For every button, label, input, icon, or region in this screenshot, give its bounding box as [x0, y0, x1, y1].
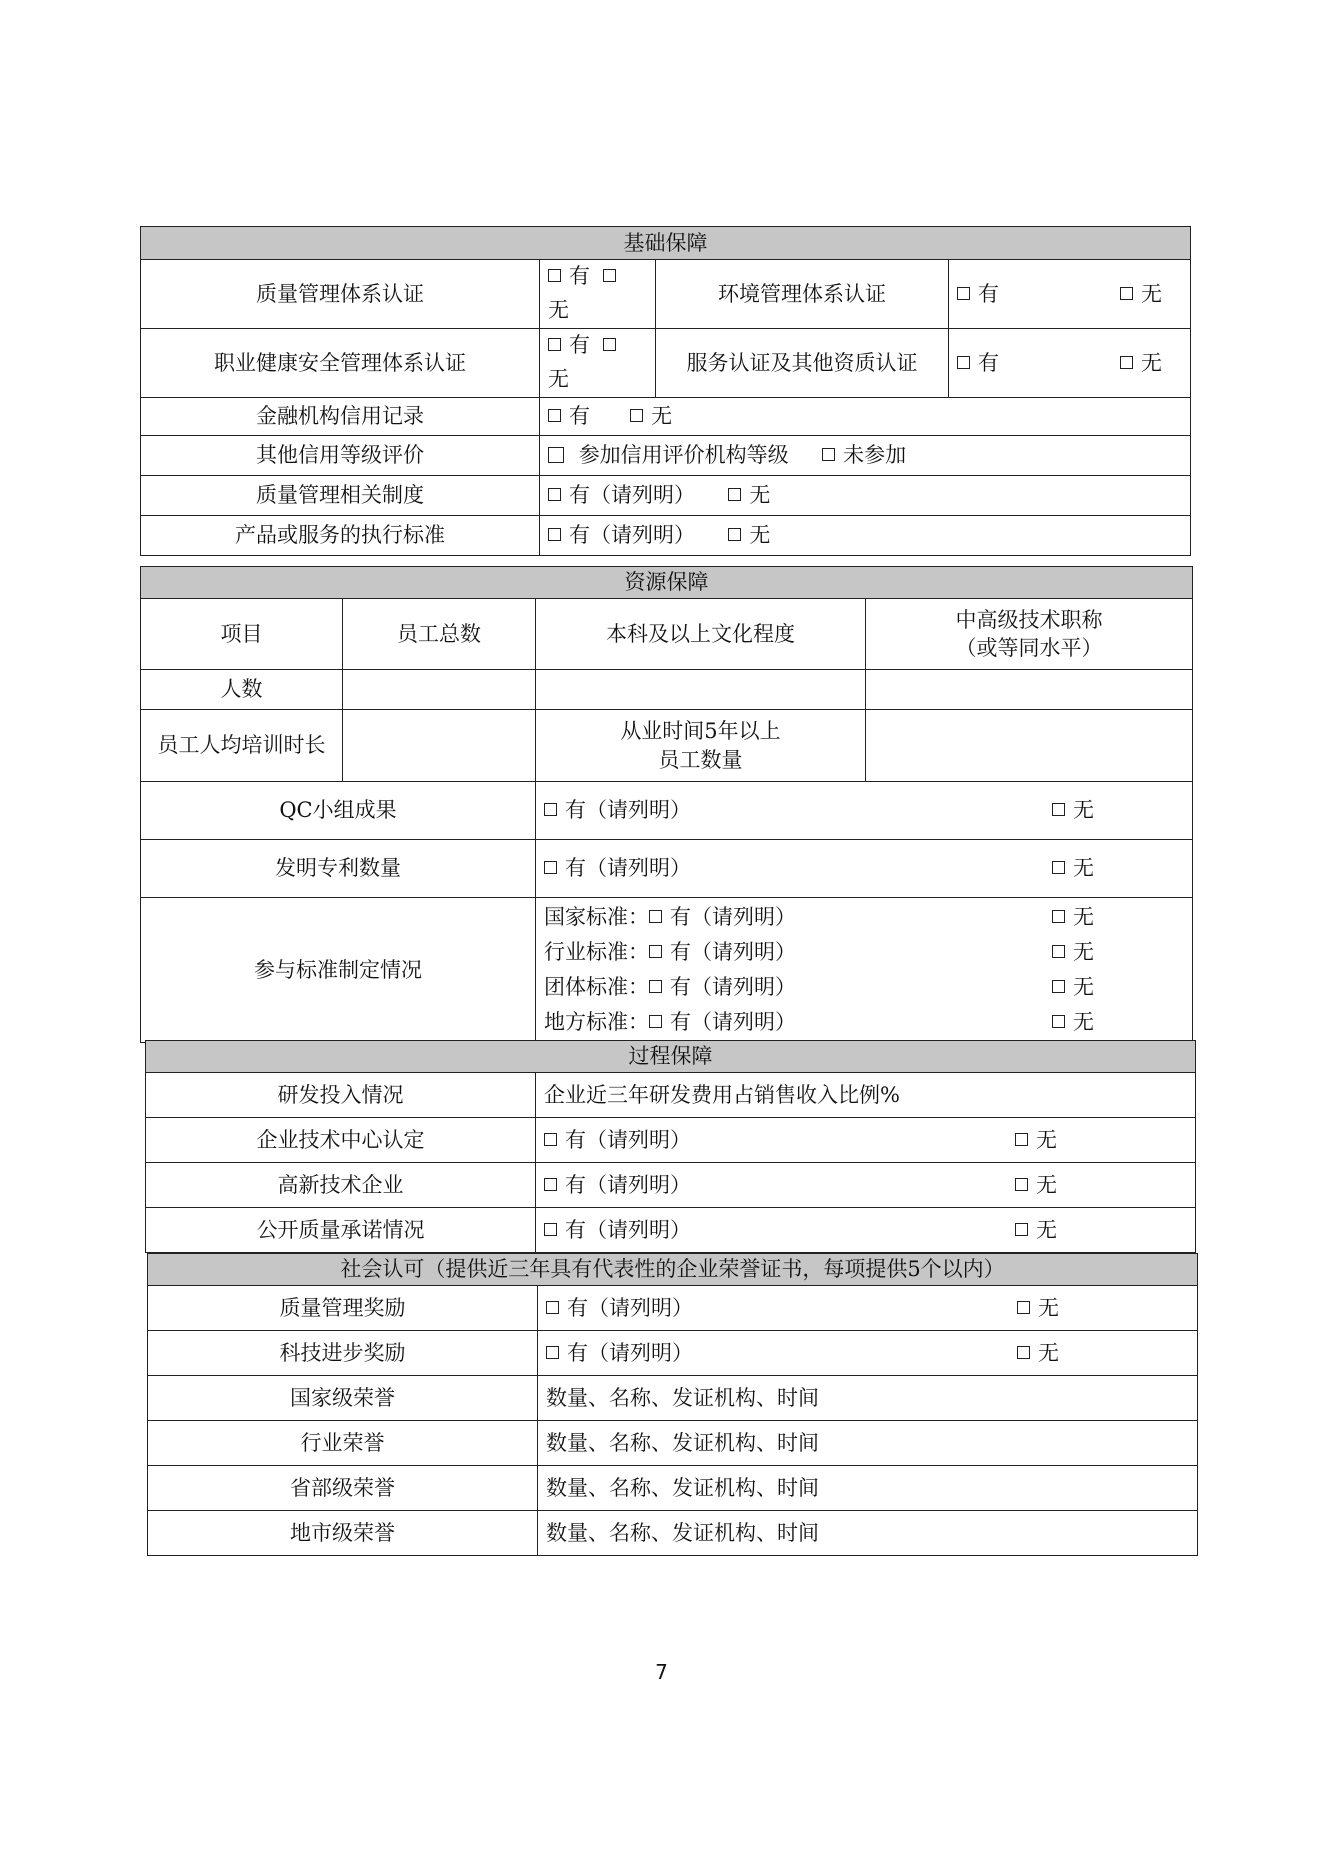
- finance-yes[interactable]: 有: [548, 402, 590, 430]
- checkbox-icon[interactable]: [957, 287, 970, 300]
- resource-table: [140, 566, 1193, 1043]
- checkbox-icon[interactable]: [1015, 1133, 1028, 1146]
- standard-industry-row: 行业标准： 有（请列明） 无: [544, 940, 1094, 964]
- ohs-cert-label: 职业健康安全管理体系认证: [141, 329, 540, 398]
- checkbox-icon[interactable]: [544, 1133, 557, 1146]
- exec-standard-label: 产品或服务的执行标准: [141, 516, 540, 556]
- ems-cert-label: 环境管理体系认证: [656, 260, 949, 329]
- checkbox-icon[interactable]: [1120, 287, 1133, 300]
- tech-center-yes[interactable]: 有（请列明）: [544, 1126, 691, 1154]
- credit-no[interactable]: 未参加: [822, 441, 906, 469]
- section-title-process: 过程保障: [146, 1041, 1196, 1073]
- checkbox-icon[interactable]: [544, 803, 557, 816]
- checkbox-icon[interactable]: [1017, 1346, 1030, 1359]
- exec-standard-yes[interactable]: 有（请列明）: [548, 521, 695, 549]
- tech-center-label: 企业技术中心认定: [146, 1118, 536, 1163]
- commit-label: 公开质量承诺情况: [146, 1208, 536, 1253]
- checkbox-icon[interactable]: [728, 528, 741, 541]
- checkbox-icon[interactable]: [548, 269, 561, 282]
- checkbox-icon[interactable]: [1120, 356, 1133, 369]
- ems-yes[interactable]: 有: [957, 280, 999, 308]
- rd-value[interactable]: 企业近三年研发费用占销售收入比例%: [536, 1073, 1196, 1118]
- ems-no[interactable]: 无: [1120, 280, 1162, 308]
- checkbox-icon[interactable]: [1052, 861, 1065, 874]
- patent-label: 发明专利数量: [141, 840, 536, 898]
- hitech-yes[interactable]: 有（请列明）: [544, 1171, 691, 1199]
- col-header-item: 项目: [141, 599, 343, 670]
- national-honor-value[interactable]: 数量、名称、发证机构、时间: [538, 1376, 1198, 1421]
- tech-award-no[interactable]: 无: [1017, 1339, 1059, 1367]
- section-title-social: 社会认可（提供近三年具有代表性的企业荣誉证书，每项提供5个以内）: [148, 1254, 1198, 1286]
- headcount-total-cell[interactable]: [343, 670, 536, 710]
- checkbox-icon[interactable]: [544, 861, 557, 874]
- credit-join[interactable]: 参加信用评价机构等级: [548, 441, 789, 469]
- qc-yes[interactable]: 有（请列明）: [544, 796, 691, 824]
- checkbox-icon[interactable]: [957, 356, 970, 369]
- checkbox-icon[interactable]: [548, 488, 561, 501]
- national-honor-label: 国家级荣誉: [148, 1376, 538, 1421]
- provincial-honor-value[interactable]: 数量、名称、发证机构、时间: [538, 1466, 1198, 1511]
- city-honor-value[interactable]: 数量、名称、发证机构、时间: [538, 1511, 1198, 1556]
- checkbox-icon[interactable]: [649, 945, 662, 958]
- process-table: [145, 1040, 1196, 1253]
- checkbox-icon[interactable]: [548, 409, 561, 422]
- checkbox-icon[interactable]: [822, 448, 835, 461]
- quality-award-yes[interactable]: 有（请列明）: [546, 1294, 693, 1322]
- commit-yes[interactable]: 有（请列明）: [544, 1216, 691, 1244]
- experience-label: 从业时间5年以上 员工数量: [536, 710, 866, 782]
- service-cert-label: 服务认证及其他资质认证: [656, 329, 949, 398]
- checkbox-icon[interactable]: [548, 528, 561, 541]
- checkbox-icon[interactable]: [1052, 945, 1065, 958]
- checkbox-icon[interactable]: [1052, 1015, 1065, 1028]
- rd-label: 研发投入情况: [146, 1073, 536, 1118]
- checkbox-icon[interactable]: [630, 409, 643, 422]
- tech-award-label: 科技进步奖励: [148, 1331, 538, 1376]
- exec-standard-no[interactable]: 无: [728, 521, 770, 549]
- quality-award-label: 质量管理奖励: [148, 1286, 538, 1331]
- checkbox-icon[interactable]: [1017, 1301, 1030, 1314]
- row-headcount-label: 人数: [141, 670, 343, 710]
- row-training-label: 员工人均培训时长: [141, 710, 343, 782]
- patent-yes[interactable]: 有（请列明）: [544, 854, 691, 882]
- qc-no[interactable]: 无: [1052, 796, 1094, 824]
- hitech-label: 高新技术企业: [146, 1163, 536, 1208]
- provincial-honor-label: 省部级荣誉: [148, 1466, 538, 1511]
- quality-system-label: 质量管理相关制度: [141, 476, 540, 516]
- service-yes[interactable]: 有: [957, 349, 999, 377]
- training-value-cell[interactable]: [343, 710, 536, 782]
- checkbox-icon[interactable]: [728, 488, 741, 501]
- qms-cert-label: 质量管理体系认证: [141, 260, 540, 329]
- service-no[interactable]: 无: [1120, 349, 1162, 377]
- headcount-degree-cell[interactable]: [536, 670, 866, 710]
- standard-group-row: 团体标准： 有（请列明） 无: [544, 975, 1094, 999]
- tech-award-yes[interactable]: 有（请列明）: [546, 1339, 693, 1367]
- qms-no: 无: [548, 298, 569, 322]
- checkbox-icon[interactable]: [1052, 803, 1065, 816]
- col-header-degree: 本科及以上文化程度: [536, 599, 866, 670]
- industry-honor-value[interactable]: 数量、名称、发证机构、时间: [538, 1421, 1198, 1466]
- checkbox-icon[interactable]: [1015, 1178, 1028, 1191]
- hitech-no[interactable]: 无: [1015, 1171, 1057, 1199]
- experience-value-cell[interactable]: [866, 710, 1193, 782]
- basic-table: [140, 226, 1191, 556]
- checkbox-icon[interactable]: [649, 980, 662, 993]
- qc-label: QC小组成果: [141, 782, 536, 840]
- tech-center-no[interactable]: 无: [1015, 1126, 1057, 1154]
- standard-national-row: 国家标准： 有（请列明） 无: [544, 905, 1094, 929]
- section-title-resource: 资源保障: [141, 567, 1193, 599]
- city-honor-label: 地市级荣誉: [148, 1511, 538, 1556]
- checkbox-icon[interactable]: [603, 269, 616, 282]
- checkbox-icon[interactable]: [548, 338, 561, 351]
- quality-system-yes[interactable]: 有（请列明）: [548, 481, 695, 509]
- patent-no[interactable]: 无: [1052, 854, 1094, 882]
- checkbox-icon[interactable]: [1052, 910, 1065, 923]
- ohs-yes[interactable]: 有: [548, 329, 590, 363]
- qms-yes[interactable]: 有: [548, 260, 590, 294]
- finance-no[interactable]: 无: [630, 402, 672, 430]
- ohs-no: 无: [548, 367, 569, 391]
- checkbox-icon[interactable]: [603, 338, 616, 351]
- col-header-total: 员工总数: [343, 599, 536, 670]
- checkbox-icon[interactable]: [1052, 980, 1065, 993]
- quality-award-no[interactable]: 无: [1017, 1294, 1059, 1322]
- checkbox-icon[interactable]: [544, 1223, 557, 1236]
- checkbox-icon[interactable]: [544, 1178, 557, 1191]
- col-header-title: 中高级技术职称 （或等同水平）: [866, 599, 1193, 670]
- finance-credit-label: 金融机构信用记录: [141, 398, 540, 436]
- page-number: 7: [655, 1660, 668, 1684]
- checkbox-icon[interactable]: [649, 910, 662, 923]
- checkbox-icon[interactable]: [548, 447, 564, 463]
- standard-local-row: 地方标准： 有（请列明） 无: [544, 1010, 1094, 1034]
- headcount-title-cell[interactable]: [866, 670, 1193, 710]
- checkbox-icon[interactable]: [546, 1301, 559, 1314]
- checkbox-icon[interactable]: [1015, 1223, 1028, 1236]
- checkbox-icon[interactable]: [546, 1346, 559, 1359]
- industry-honor-label: 行业荣誉: [148, 1421, 538, 1466]
- social-table: [147, 1253, 1198, 1556]
- section-title-basic: 基础保障: [141, 227, 1191, 260]
- standard-label: 参与标准制定情况: [141, 898, 536, 1043]
- quality-system-no[interactable]: 无: [728, 481, 770, 509]
- other-credit-label: 其他信用等级评价: [141, 436, 540, 476]
- commit-no[interactable]: 无: [1015, 1216, 1057, 1244]
- checkbox-icon[interactable]: [649, 1015, 662, 1028]
